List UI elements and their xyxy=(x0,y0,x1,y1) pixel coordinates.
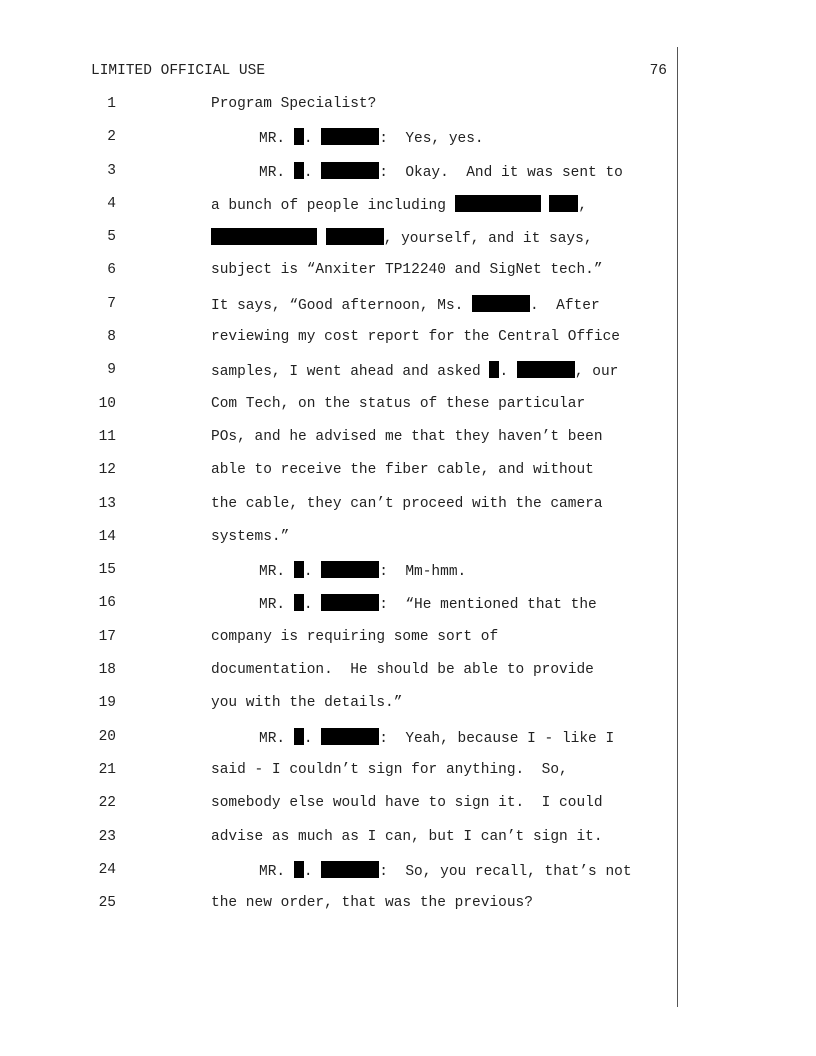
text-segment: samples, I went ahead and asked xyxy=(211,364,490,381)
transcript-lines xyxy=(0,94,680,926)
text-segment: POs, and he advised me that they haven’t been xyxy=(211,428,603,445)
transcript-line xyxy=(0,727,680,760)
transcript-line xyxy=(0,660,680,693)
text-segment: , yourself, and it says, xyxy=(383,231,593,248)
text-segment: . xyxy=(303,730,322,747)
line-text xyxy=(259,728,614,748)
text-segment: . xyxy=(303,863,322,880)
text-segment: . xyxy=(303,131,322,148)
line-number: 9 xyxy=(107,362,116,379)
line-number: 22 xyxy=(98,795,116,812)
transcript-line xyxy=(0,161,680,194)
text-segment: , our xyxy=(574,364,619,381)
line-text xyxy=(211,661,594,679)
redaction-box xyxy=(294,128,304,145)
line-number: 17 xyxy=(98,628,116,645)
line-text xyxy=(211,95,376,113)
transcript-line xyxy=(0,527,680,560)
redaction-box xyxy=(455,195,541,212)
line-text xyxy=(211,628,498,646)
text-segment: subject is “Anxiter TP12240 and SigNet tech.” xyxy=(211,262,603,279)
line-number: 16 xyxy=(98,595,116,612)
text-segment: It says, “Good afternoon, Ms. xyxy=(211,297,473,314)
transcript-line xyxy=(0,860,680,893)
redaction-box xyxy=(517,361,575,378)
text-segment: MR. xyxy=(259,564,294,581)
line-number: 20 xyxy=(98,728,116,745)
transcript-line xyxy=(0,893,680,926)
text-segment: MR. xyxy=(259,164,294,181)
line-number: 13 xyxy=(98,495,116,512)
transcript-line xyxy=(0,760,680,793)
text-segment: : Yeah, because I - like I xyxy=(379,730,615,747)
line-number: 11 xyxy=(98,428,116,445)
redaction-box xyxy=(472,295,530,312)
text-segment: said - I couldn’t sign for anything. So, xyxy=(211,761,568,778)
text-segment xyxy=(317,231,326,247)
line-text xyxy=(259,162,623,182)
text-segment: : “He mentioned that the xyxy=(379,597,597,614)
line-text xyxy=(211,195,587,215)
line-text xyxy=(259,561,466,581)
line-text xyxy=(211,694,402,712)
line-number: 14 xyxy=(98,528,116,545)
line-text xyxy=(211,328,620,346)
text-segment: MR. xyxy=(259,131,294,148)
line-text xyxy=(211,295,600,315)
text-segment: : So, you recall, that’s not xyxy=(379,863,632,880)
line-number: 8 xyxy=(107,329,116,346)
line-number: 10 xyxy=(98,395,116,412)
line-text xyxy=(259,861,632,881)
redaction-box xyxy=(321,594,379,611)
text-segment: a bunch of people including xyxy=(211,197,455,214)
transcript-line xyxy=(0,94,680,127)
text-segment: Program Specialist? xyxy=(211,96,377,112)
line-number: 25 xyxy=(98,895,116,912)
line-number: 7 xyxy=(107,295,116,312)
text-segment: . xyxy=(303,564,322,581)
text-segment: MR. xyxy=(259,863,294,880)
transcript-line xyxy=(0,127,680,160)
transcript-line xyxy=(0,327,680,360)
redaction-box xyxy=(294,162,304,179)
line-number: 4 xyxy=(107,195,116,212)
redaction-box xyxy=(321,162,379,179)
text-segment: . xyxy=(499,364,517,381)
text-segment: : Okay. And it was sent to xyxy=(379,164,623,181)
transcript-line xyxy=(0,260,680,293)
page-header-title: LIMITED OFFICIAL USE xyxy=(91,63,266,79)
line-text xyxy=(211,828,603,846)
line-text xyxy=(211,528,289,546)
redaction-box xyxy=(294,861,304,878)
text-segment: MR. xyxy=(259,730,294,747)
transcript-line xyxy=(0,827,680,860)
redaction-box xyxy=(294,594,304,611)
line-text xyxy=(211,228,593,248)
line-number: 1 xyxy=(107,96,116,112)
redaction-box xyxy=(321,728,379,745)
text-segment: : Yes, yes. xyxy=(379,131,484,148)
text-segment: , xyxy=(578,197,588,214)
line-text xyxy=(211,395,585,413)
transcript-line xyxy=(0,627,680,660)
line-number: 23 xyxy=(98,828,116,845)
text-segment: the cable, they can’t proceed with the camera xyxy=(211,495,603,512)
transcript-line xyxy=(0,560,680,593)
line-text xyxy=(211,794,603,812)
text-segment: . After xyxy=(530,297,600,314)
text-segment: reviewing my cost report for the Central Office xyxy=(211,329,620,346)
text-segment: able to receive the fiber cable, and without xyxy=(211,462,594,479)
text-segment: . xyxy=(303,164,322,181)
transcript-line xyxy=(0,793,680,826)
text-segment: systems.” xyxy=(211,528,290,545)
text-segment: advise as much as I can, but I can’t sign it. xyxy=(211,828,603,845)
text-segment: you with the details.” xyxy=(211,695,403,712)
line-text xyxy=(211,761,568,779)
line-text xyxy=(211,894,533,912)
line-number: 3 xyxy=(107,162,116,179)
text-segment: somebody else would have to sign it. I could xyxy=(211,795,603,812)
text-segment: . xyxy=(303,597,322,614)
line-number: 12 xyxy=(98,462,116,479)
line-text xyxy=(211,361,618,381)
page-number: 76 xyxy=(649,63,667,79)
transcript-line xyxy=(0,227,680,260)
redaction-box xyxy=(321,128,379,145)
text-segment: : Mm-hmm. xyxy=(379,564,467,581)
line-number: 21 xyxy=(98,761,116,778)
line-number: 15 xyxy=(98,562,116,579)
transcript-line xyxy=(0,427,680,460)
line-text xyxy=(211,461,594,479)
redaction-box xyxy=(321,561,379,578)
transcript-line xyxy=(0,460,680,493)
line-number: 5 xyxy=(107,229,116,246)
redaction-box xyxy=(294,728,304,745)
line-text xyxy=(211,495,603,513)
line-text xyxy=(259,594,597,614)
text-segment: Com Tech, on the status of these particular xyxy=(211,395,586,412)
line-number: 2 xyxy=(107,129,116,146)
transcript-line xyxy=(0,593,680,626)
redaction-box xyxy=(489,361,499,378)
text-segment: MR. xyxy=(259,597,294,614)
text-segment: documentation. He should be able to provide xyxy=(211,662,594,679)
line-number: 6 xyxy=(107,262,116,279)
text-segment: the new order, that was the previous? xyxy=(211,895,533,912)
line-text xyxy=(211,261,603,279)
text-segment xyxy=(541,198,550,214)
transcript-line xyxy=(0,394,680,427)
transcript-line xyxy=(0,294,680,327)
redaction-box xyxy=(326,228,384,245)
transcript-line xyxy=(0,194,680,227)
line-text xyxy=(211,428,603,446)
redaction-box xyxy=(321,861,379,878)
text-segment: company is requiring some sort of xyxy=(211,628,499,645)
transcript-line xyxy=(0,360,680,393)
redaction-box xyxy=(211,228,317,245)
redaction-box xyxy=(294,561,304,578)
redaction-box xyxy=(549,195,578,212)
transcript-line xyxy=(0,693,680,726)
transcript-line xyxy=(0,494,680,527)
line-text xyxy=(259,128,484,148)
line-number: 18 xyxy=(98,662,116,679)
line-number: 24 xyxy=(98,861,116,878)
line-number: 19 xyxy=(98,695,116,712)
